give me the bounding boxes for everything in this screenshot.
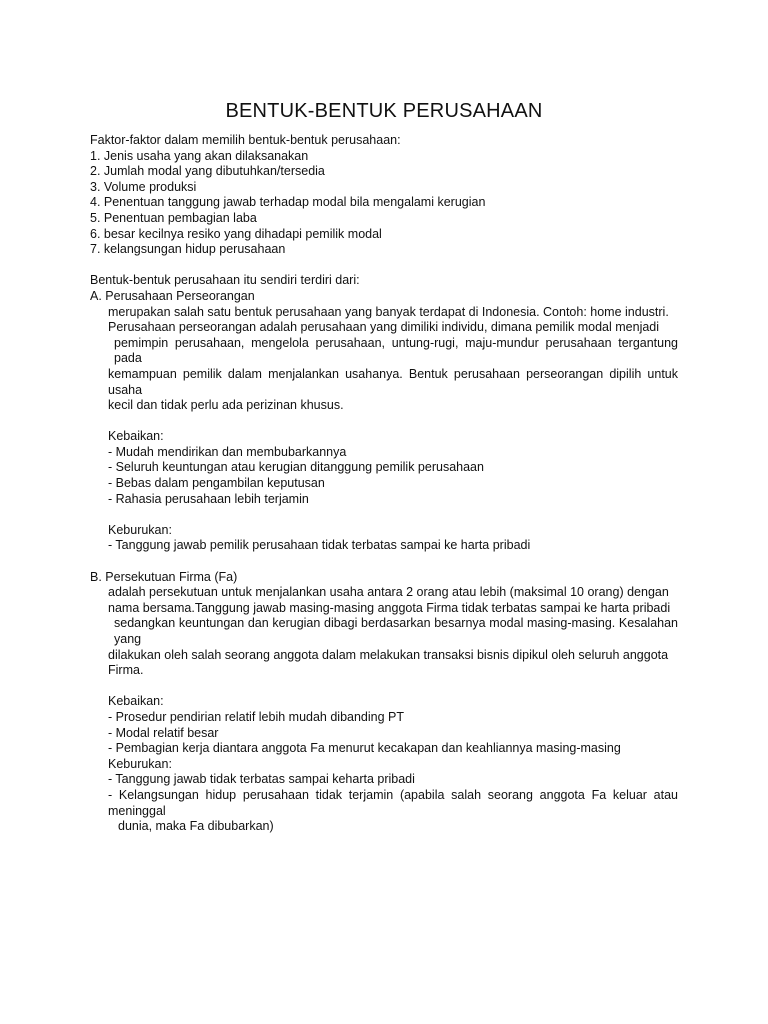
list-item: - Pembagian kerja diantara anggota Fa menurut kecakapan dan keahliannya masing-masing: [108, 741, 621, 756]
section-a-paragraph: pemimpin perusahaan, mengelola perusahaan, untung-rugi, maju-mundur perusahaan tergantung pada: [114, 335, 678, 366]
intro-heading: Faktor-faktor dalam memilih bentuk-bentuk perusahaan:: [90, 133, 401, 147]
list-item: 6. besar kecilnya resiko yang dihadapi pemilik modal: [90, 226, 382, 241]
list-item: - Rahasia perusahaan lebih terjamin: [108, 491, 309, 506]
spacer: [90, 258, 678, 274]
section-a-paragraph: kecil dan tidak perlu ada perizinan khusus.: [108, 398, 344, 413]
list-item-continuation: dunia, maka Fa dibubarkan): [118, 819, 274, 834]
list-item: 2. Jumlah modal yang dibutuhkan/tersedia: [90, 164, 325, 179]
section-a-kebaikan-label: Kebaikan:: [108, 429, 164, 444]
list-item: - Kelangsungan hidup perusahaan tidak terjamin (apabila salah seorang anggota Fa keluar atau meninggal: [108, 787, 678, 818]
section-a-keburukan-label: Keburukan:: [108, 522, 172, 537]
list-item: - Bebas dalam pengambilan keputusan: [108, 476, 325, 491]
section-b-paragraph: Firma.: [108, 663, 144, 678]
list-item: - Tanggung jawab tidak terbatas sampai keharta pribadi: [108, 772, 415, 787]
list-item: - Modal relatif besar: [108, 725, 219, 740]
list-item: - Mudah mendirikan dan membubarkannya: [108, 444, 347, 459]
list-item: - Seluruh keuntungan atau kerugian ditanggung pemilik perusahaan: [108, 460, 484, 475]
section-b-paragraph: sedangkan keuntungan dan kerugian dibagi berdasarkan besarnya modal masing-masing. Kesalahan yang: [114, 616, 678, 646]
section-b-keburukan-label: Keburukan:: [108, 756, 172, 771]
list-item: 7. kelangsungan hidup perusahaan: [90, 242, 286, 257]
spacer: [90, 679, 678, 695]
list-item: 4. Penentuan tanggung jawab terhadap modal bila mengalami kerugian: [90, 195, 486, 210]
section-a-paragraph: Perusahaan perseorangan adalah perusahaan yang dimiliki individu, dimana pemilik modal menjadi: [108, 320, 660, 335]
section-b-kebaikan-label: Kebaikan:: [108, 694, 164, 709]
list-item: 3. Volume produksi: [90, 179, 197, 194]
section-a-paragraph: merupakan salah satu bentuk perusahaan yang banyak terdapat di Indonesia. Contoh: home industri.: [108, 304, 669, 319]
section-a-paragraph: kemampuan pemilik dalam menjalankan usahanya. Bentuk perusahaan perseorangan dipilih untuk usaha: [108, 366, 678, 397]
section-intro: Bentuk-bentuk perusahaan itu sendiri terdiri dari:: [90, 273, 360, 288]
spacer: [90, 554, 678, 570]
section-b-heading: B. Persekutuan Firma (Fa): [90, 569, 238, 584]
page-title: BENTUK-BENTUK PERUSAHAAN: [225, 100, 543, 122]
list-item: 5. Penentuan pembagian laba: [90, 210, 257, 225]
spacer: [90, 507, 678, 523]
list-item: - Tanggung jawab pemilik perusahaan tidak terbatas sampai ke harta pribadi: [108, 538, 531, 553]
section-b-paragraph: nama bersama.Tanggung jawab masing-masing anggota Firma tidak terbatas sampai ke harta pribadi: [108, 600, 671, 615]
section-b-paragraph: dilakukan oleh salah seorang anggota dalam melakukan transaksi bisnis dipikul oleh seluruh anggota: [108, 647, 669, 662]
list-item: - Prosedur pendirian relatif lebih mudah dibanding PT: [108, 709, 405, 724]
section-b-paragraph: adalah persekutuan untuk menjalankan usaha antara 2 orang atau lebih (maksimal 10 orang) dengan: [108, 585, 669, 600]
section-a-heading: A. Perusahaan Perseorangan: [90, 288, 255, 303]
list-item: 1. Jenis usaha yang akan dilaksanakan: [90, 148, 309, 163]
document-body: [90, 133, 678, 835]
spacer: [90, 414, 678, 430]
